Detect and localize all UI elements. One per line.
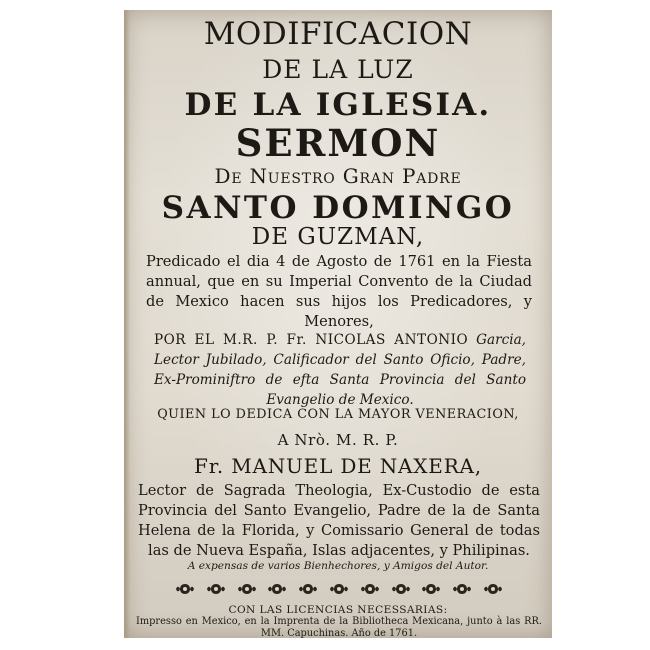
subtitle-gran-padre: De Nuestro Gran Padre (214, 164, 462, 188)
title-line-modificacion: MODIFICACION (203, 16, 473, 52)
licencias-line: CON LAS LICENCIAS NECESSARIAS: (228, 604, 448, 616)
author-paragraph (154, 330, 526, 410)
author-name: POR EL M.R. P. Fr. NICOLAS ANTONIO (154, 332, 469, 348)
title-line-sermon: SERMON (235, 121, 441, 165)
dedication-line: QUIEN LO DEDICA CON LA MAYOR VENERACION, (157, 407, 519, 422)
dedication-to-line: A Nrò. M. R. P. (277, 431, 399, 449)
ornament-band (174, 580, 504, 598)
fleuron-icon (451, 582, 473, 596)
fleuron-icon (266, 582, 288, 596)
fleuron-icon (328, 582, 350, 596)
fleuron-icon (236, 582, 258, 596)
fleuron-icon (482, 582, 504, 596)
fleuron-icon (297, 582, 319, 596)
dedicatee-name: Fr. MANUEL DE NAXERA, (194, 454, 482, 478)
title-page (124, 10, 552, 638)
expense-line: A expensas de varios Bienhechores, y Amigos del Autor. (187, 560, 489, 572)
title-line-de-la-iglesia: DE LA IGLESIA. (184, 87, 492, 123)
imprint-paragraph: Impresso en Mexico, en la Imprenta de la Bibliotheca Mexicana, junto à las RR. MM. Capuchinas. Año de 1761. (136, 616, 542, 638)
preached-paragraph: Predicado el dia 4 de Agosto de 1761 en la Fiesta annual, que en su Imperial Convento de la Ciudad de Mexico hacen sus hijos los Predicadores, y Menores, (146, 253, 532, 330)
fleuron-icon (420, 582, 442, 596)
title-line-santo-domingo: SANTO DOMINGO (161, 190, 515, 226)
fleuron-icon (359, 582, 381, 596)
author-titles: Garcia, Lector Jubilado, Calificador del Santo Oficio, Padre, Ex-Prominiftro de efta Santa Provincia del Santo Evangelio de Mexico. (154, 332, 527, 408)
title-line-de-la-luz: DE LA LUZ (262, 55, 414, 84)
fleuron-icon (174, 582, 196, 596)
fleuron-icon (390, 582, 412, 596)
dedicatee-titles-paragraph: Lector de Sagrada Theologia, Ex-Custodio de esta Provincia del Santo Evangelio, Padre de la de Santa Helena de la Florida, y Comissario General de todas las de Nueva España, Islas adjacentes, y Philipinas. (138, 482, 540, 559)
title-line-de-guzman: DE GUZMAN, (251, 224, 425, 250)
fleuron-icon (205, 582, 227, 596)
